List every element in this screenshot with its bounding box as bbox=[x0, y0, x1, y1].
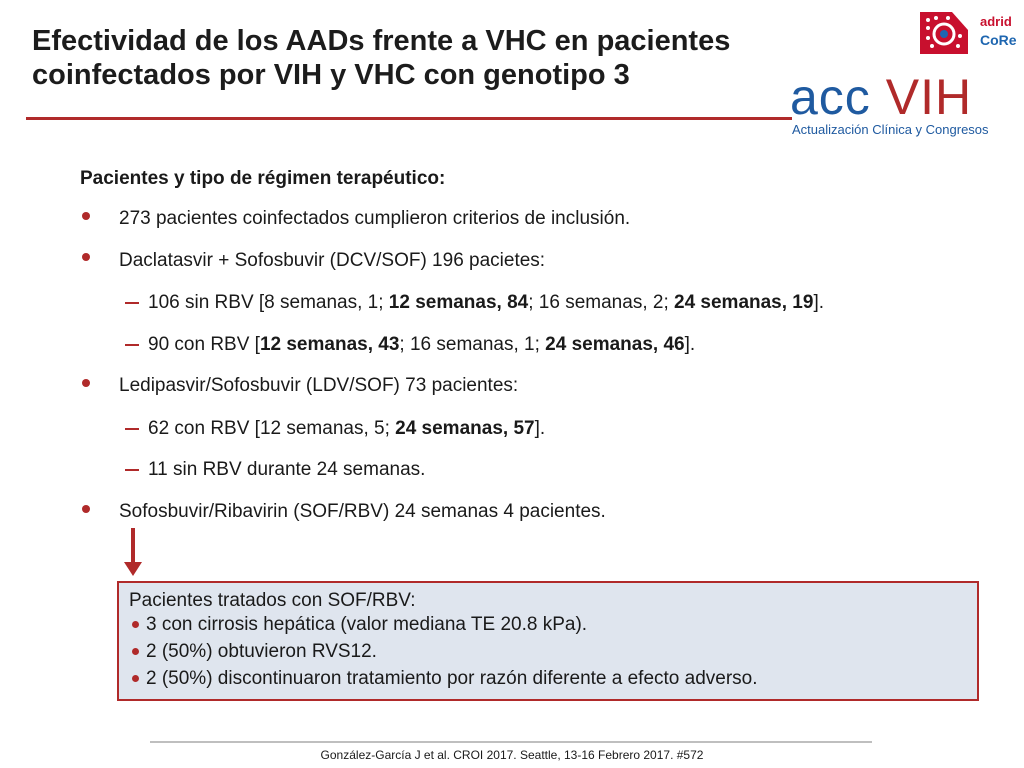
acc-vih-wordmark bbox=[790, 69, 973, 125]
bullet-dot bbox=[132, 621, 139, 628]
list-item-sof-rbv: Sofosbuvir/Ribavirin (SOF/RBV) 24 semanas 4 pacientes. bbox=[119, 501, 606, 522]
bullet-dot bbox=[132, 675, 139, 682]
sublist-item-dcv-sof-sin-rbv bbox=[148, 291, 824, 315]
text-segment: 106 sin RBV [8 semanas, 1; bbox=[148, 292, 389, 313]
text-segment: ]. bbox=[813, 292, 825, 313]
footer-citation: González-García J et al. CROI 2017. Seattle, 13-16 Febrero 2017. #572 bbox=[320, 748, 704, 762]
bold-segment: 12 semanas, 43 bbox=[259, 334, 400, 355]
text-segment: ; 16 semanas, 2; bbox=[528, 292, 674, 313]
sublist-item-ldv-sof-con-rbv bbox=[148, 417, 545, 441]
acc-word: acc bbox=[790, 69, 871, 125]
list-item-inclusion: 273 pacientes coinfectados cumplieron criterios de inclusión. bbox=[119, 208, 631, 229]
dash-marker bbox=[125, 344, 139, 346]
madrid-core-logo bbox=[918, 8, 1018, 58]
summary-item-rvs12: 2 (50%) obtuvieron RVS12. bbox=[146, 641, 377, 662]
list-item-ldv-sof: Ledipasvir/Sofosbuvir (LDV/SOF) 73 pacientes: bbox=[119, 375, 519, 396]
down-arrow-icon bbox=[131, 528, 135, 564]
text-segment: 90 con RBV [ bbox=[148, 334, 260, 355]
acc-vih-logo bbox=[790, 69, 1010, 144]
bullet-dot bbox=[82, 505, 90, 513]
section-heading: Pacientes y tipo de régimen terapéutico: bbox=[80, 168, 446, 189]
slide-title-line2: coinfectados por VIH y VHC con genotipo 3 bbox=[32, 59, 630, 91]
bullet-dot bbox=[132, 648, 139, 655]
slide-title bbox=[32, 24, 792, 92]
bullet-dot bbox=[82, 253, 90, 261]
dash-marker bbox=[125, 469, 139, 471]
bold-segment: 12 semanas, 84 bbox=[388, 292, 529, 313]
summary-item-cirrosis: 3 con cirrosis hepática (valor mediana TE 20.8 kPa). bbox=[146, 614, 588, 635]
madrid-logo-text-bottom: CoRe bbox=[980, 32, 1017, 48]
bullet-dot bbox=[82, 212, 90, 220]
sublist-item-dcv-sof-con-rbv bbox=[148, 333, 695, 357]
bullet-dot bbox=[82, 379, 90, 387]
down-arrow-head-icon bbox=[124, 562, 142, 576]
title-underline bbox=[26, 117, 792, 120]
text-segment: ]. bbox=[684, 334, 696, 355]
text-segment: ; 16 semanas, 1; bbox=[399, 334, 546, 355]
dash-marker bbox=[125, 428, 139, 430]
text-segment: ]. bbox=[534, 418, 546, 439]
summary-heading: Pacientes tratados con SOF/RBV: bbox=[129, 590, 416, 611]
text-segment: 62 con RBV [12 semanas, 5; bbox=[148, 418, 396, 439]
list-item-dcv-sof: Daclatasvir + Sofosbuvir (DCV/SOF) 196 pacietes: bbox=[119, 250, 546, 271]
summary-item-discontinuaron: 2 (50%) discontinuaron tratamiento por razón diferente a efecto adverso. bbox=[146, 668, 758, 689]
bold-segment: 24 semanas, 46 bbox=[545, 334, 685, 355]
madrid-logo-text-top: adrid bbox=[980, 14, 1012, 29]
madrid-core-emblem-icon bbox=[918, 8, 972, 56]
slide-title-line1: Efectividad de los AADs frente a VHC en pacientes bbox=[32, 25, 731, 57]
dash-marker bbox=[125, 302, 139, 304]
acc-tagline: Actualización Clínica y Congresos bbox=[792, 122, 989, 137]
bold-segment: 24 semanas, 57 bbox=[395, 418, 535, 439]
footer-divider bbox=[150, 741, 872, 743]
bold-segment: 24 semanas, 19 bbox=[674, 292, 814, 313]
vih-word: VIH bbox=[885, 69, 973, 125]
summary-callout-box bbox=[117, 581, 979, 701]
sublist-item-ldv-sof-sin-rbv: 11 sin RBV durante 24 semanas. bbox=[148, 459, 426, 480]
